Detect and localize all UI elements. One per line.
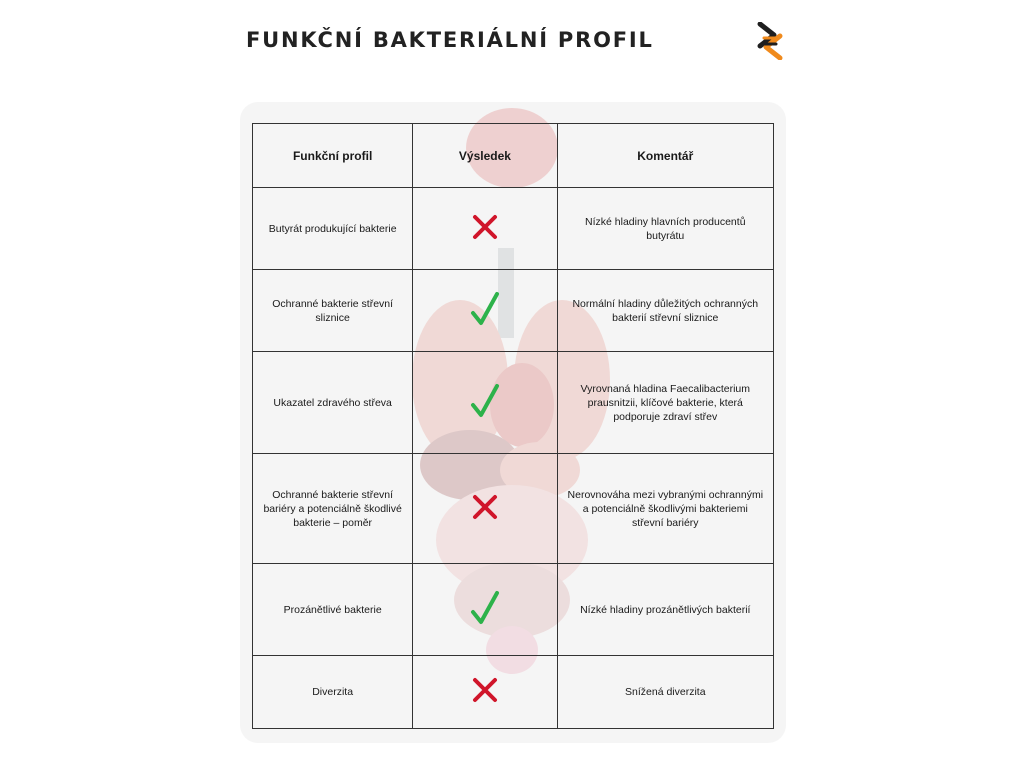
profile-cell: Ukazatel zdravého střeva <box>253 352 413 454</box>
page-title: FUNKČNÍ BAKTERIÁLNÍ PROFIL <box>246 28 654 52</box>
table-row <box>253 454 774 564</box>
table-header-row <box>253 124 774 188</box>
cross-icon <box>472 677 498 703</box>
check-icon <box>470 291 500 327</box>
result-cell <box>413 270 557 352</box>
table-row <box>253 656 774 729</box>
profile-cell: Diverzita <box>253 656 413 729</box>
profile-cell: Butyrát produkující bakterie <box>253 188 413 270</box>
functional-profile-table <box>252 123 774 729</box>
comment-cell: Normální hladiny důležitých ochranných bakterií střevní sliznice <box>557 270 773 352</box>
profile-cell: Ochranné bakterie střevní bariéry a potenciálně škodlivé bakterie – poměr <box>253 454 413 564</box>
dna-helix-logo-icon <box>752 22 788 60</box>
check-icon <box>470 383 500 419</box>
comment-cell: Vyrovnaná hladina Faecalibacterium prausnitzii, klíčové bakterie, která podporuje zdraví střev <box>557 352 773 454</box>
result-cell <box>413 352 557 454</box>
result-cell <box>413 656 557 729</box>
column-header-result: Výsledek <box>413 124 557 188</box>
table-row <box>253 270 774 352</box>
comment-cell: Nízké hladiny hlavních producentů butyrátu <box>557 188 773 270</box>
cross-icon <box>472 214 498 240</box>
column-header-profile: Funkční profil <box>253 124 413 188</box>
table-row <box>253 188 774 270</box>
result-cell <box>413 454 557 564</box>
profile-cell: Ochranné bakterie střevní sliznice <box>253 270 413 352</box>
comment-cell: Nízké hladiny prozánětlivých bakterií <box>557 564 773 656</box>
result-cell <box>413 564 557 656</box>
column-header-comment: Komentář <box>557 124 773 188</box>
cross-icon <box>472 494 498 520</box>
comment-cell: Snížená diverzita <box>557 656 773 729</box>
table-row <box>253 352 774 454</box>
result-cell <box>413 188 557 270</box>
comment-cell: Nerovnováha mezi vybranými ochrannými a potenciálně škodlivými bakteriemi střevní bariéry <box>557 454 773 564</box>
check-icon <box>470 590 500 626</box>
profile-cell: Prozánětlivé bakterie <box>253 564 413 656</box>
table-row <box>253 564 774 656</box>
